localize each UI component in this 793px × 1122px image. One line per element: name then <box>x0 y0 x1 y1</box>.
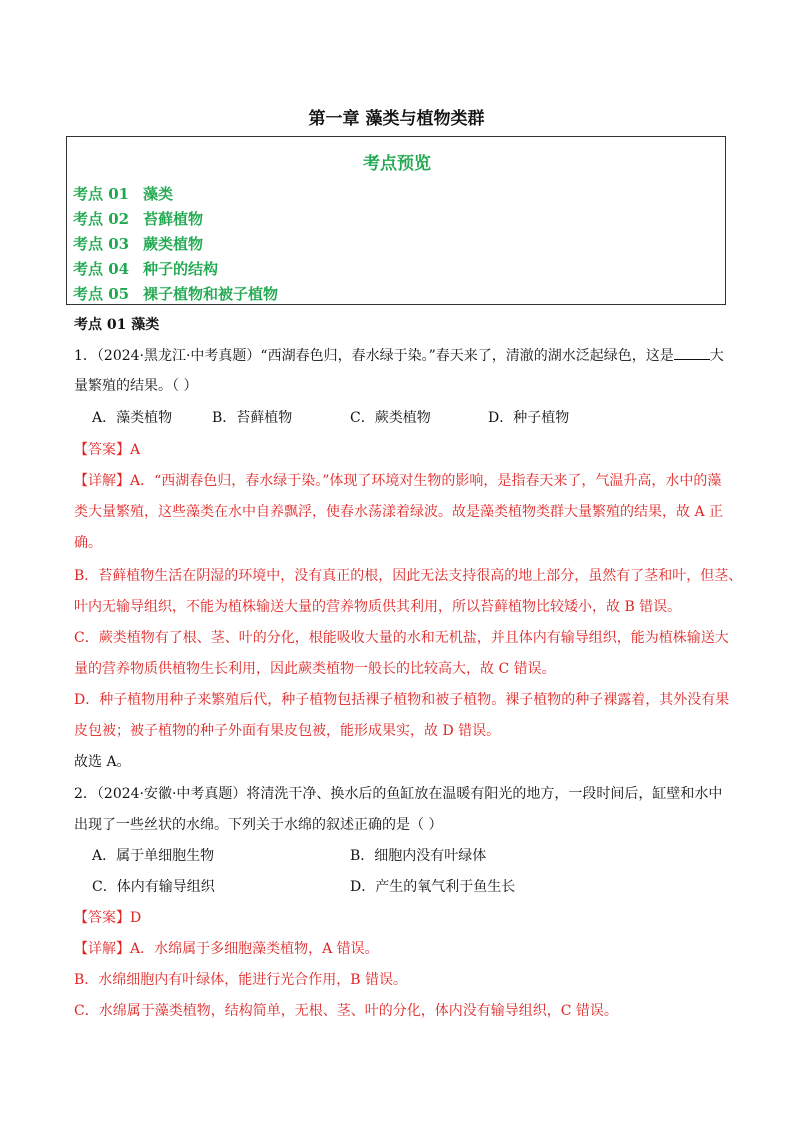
preview-item: 考点 03 蕨类植物 <box>73 235 204 253</box>
option-b: B．细胞内没有叶绿体 <box>350 848 487 864</box>
preview-item: 考点 02 苔藓植物 <box>73 210 204 228</box>
detail-2-line: B．水绵细胞内有叶绿体，能进行光合作用，B 错误。 <box>74 972 408 988</box>
question-1-line2: 量繁殖的结果。（ ） <box>74 378 198 394</box>
detail-1-line: D．种子植物用种子来繁殖后代，种子植物包括裸子植物和被子植物。裸子植物的种子裸露着，其外没有果 <box>74 692 730 708</box>
answer-1: 【答案】A <box>74 442 141 458</box>
preview-heading: 考点预览 <box>363 154 431 174</box>
detail-1-line: B．苔藓植物生活在阴湿的环境中，没有真正的根，因此无法支持很高的地上部分，虽然有了茎和叶，但茎、 <box>74 568 743 584</box>
conclusion-1: 故选 A。 <box>74 754 131 770</box>
detail-1-line: 【详解】A．“西湖春色归，春水绿于染。”体现了环境对生物的影响，是指春天来了，气温升高，水中的藻 <box>74 473 722 489</box>
answer-blank <box>674 345 710 360</box>
option-c: C．蕨类植物 <box>350 410 431 426</box>
question-2-line1: 2．（2024·安徽·中考真题）将清洗干净、换水后的鱼缸放在温暖有阳光的地方，一段时间后，缸壁和水中 <box>74 786 723 802</box>
option-a: A．藻类植物 <box>92 410 173 426</box>
section-heading: 考点 01 藻类 <box>74 317 160 333</box>
detail-1-line: 皮包被；被子植物的种子外面有果皮包被，能形成果实，故 D 错误。 <box>74 723 501 739</box>
option-c: C．体内有输导组织 <box>92 879 215 895</box>
detail-1-line: 叶内无输导组织，不能为植株输送大量的营养物质供其利用，所以苔藓植物比较矮小，故 B 错误。 <box>74 599 682 615</box>
detail-2-line: 【详解】A．水绵属于多细胞藻类植物，A 错误。 <box>74 941 379 957</box>
option-b: B．苔藓植物 <box>212 410 293 426</box>
detail-2-line: C．水绵属于藻类植物，结构简单，无根、茎、叶的分化，体内没有输导组织，C 错误。 <box>74 1003 618 1019</box>
option-d: D．种子植物 <box>488 410 570 426</box>
answer-2: 【答案】D <box>74 910 142 926</box>
detail-1-line: C．蕨类植物有了根、茎、叶的分化，根能吸收大量的水和无机盐，并且体内有输导组织，能为植株输送大 <box>74 630 729 646</box>
option-a: A．属于单细胞生物 <box>92 848 215 864</box>
preview-box <box>66 136 726 305</box>
chapter-title: 第一章 藻类与植物类群 <box>308 109 485 129</box>
option-d: D．产生的氧气利于鱼生长 <box>350 879 516 895</box>
preview-item: 考点 04 种子的结构 <box>73 260 219 278</box>
detail-1-line: 类大量繁殖，这些藻类在水中自养飘浮，使春水荡漾着绿波。故是藻类植物类群大量繁殖的结果，故 A 正 <box>74 504 724 520</box>
detail-1-line: 确。 <box>74 535 102 551</box>
preview-item: 考点 01 藻类 <box>73 185 174 203</box>
detail-1-line: 量的营养物质供植物生长利用，因此蕨类植物一般长的比较高大，故 C 错误。 <box>74 661 556 677</box>
question-2-line2: 出现了一些丝状的水绵。下列关于水绵的叙述正确的是（ ） <box>74 817 443 833</box>
preview-item: 考点 05 裸子植物和被子植物 <box>73 285 279 303</box>
question-1-line1: 1．（2024·黑龙江·中考真题）“西湖春色归，春水绿于染。”春天来了，清澈的湖水泛起绿色，这是 大 <box>74 345 724 365</box>
